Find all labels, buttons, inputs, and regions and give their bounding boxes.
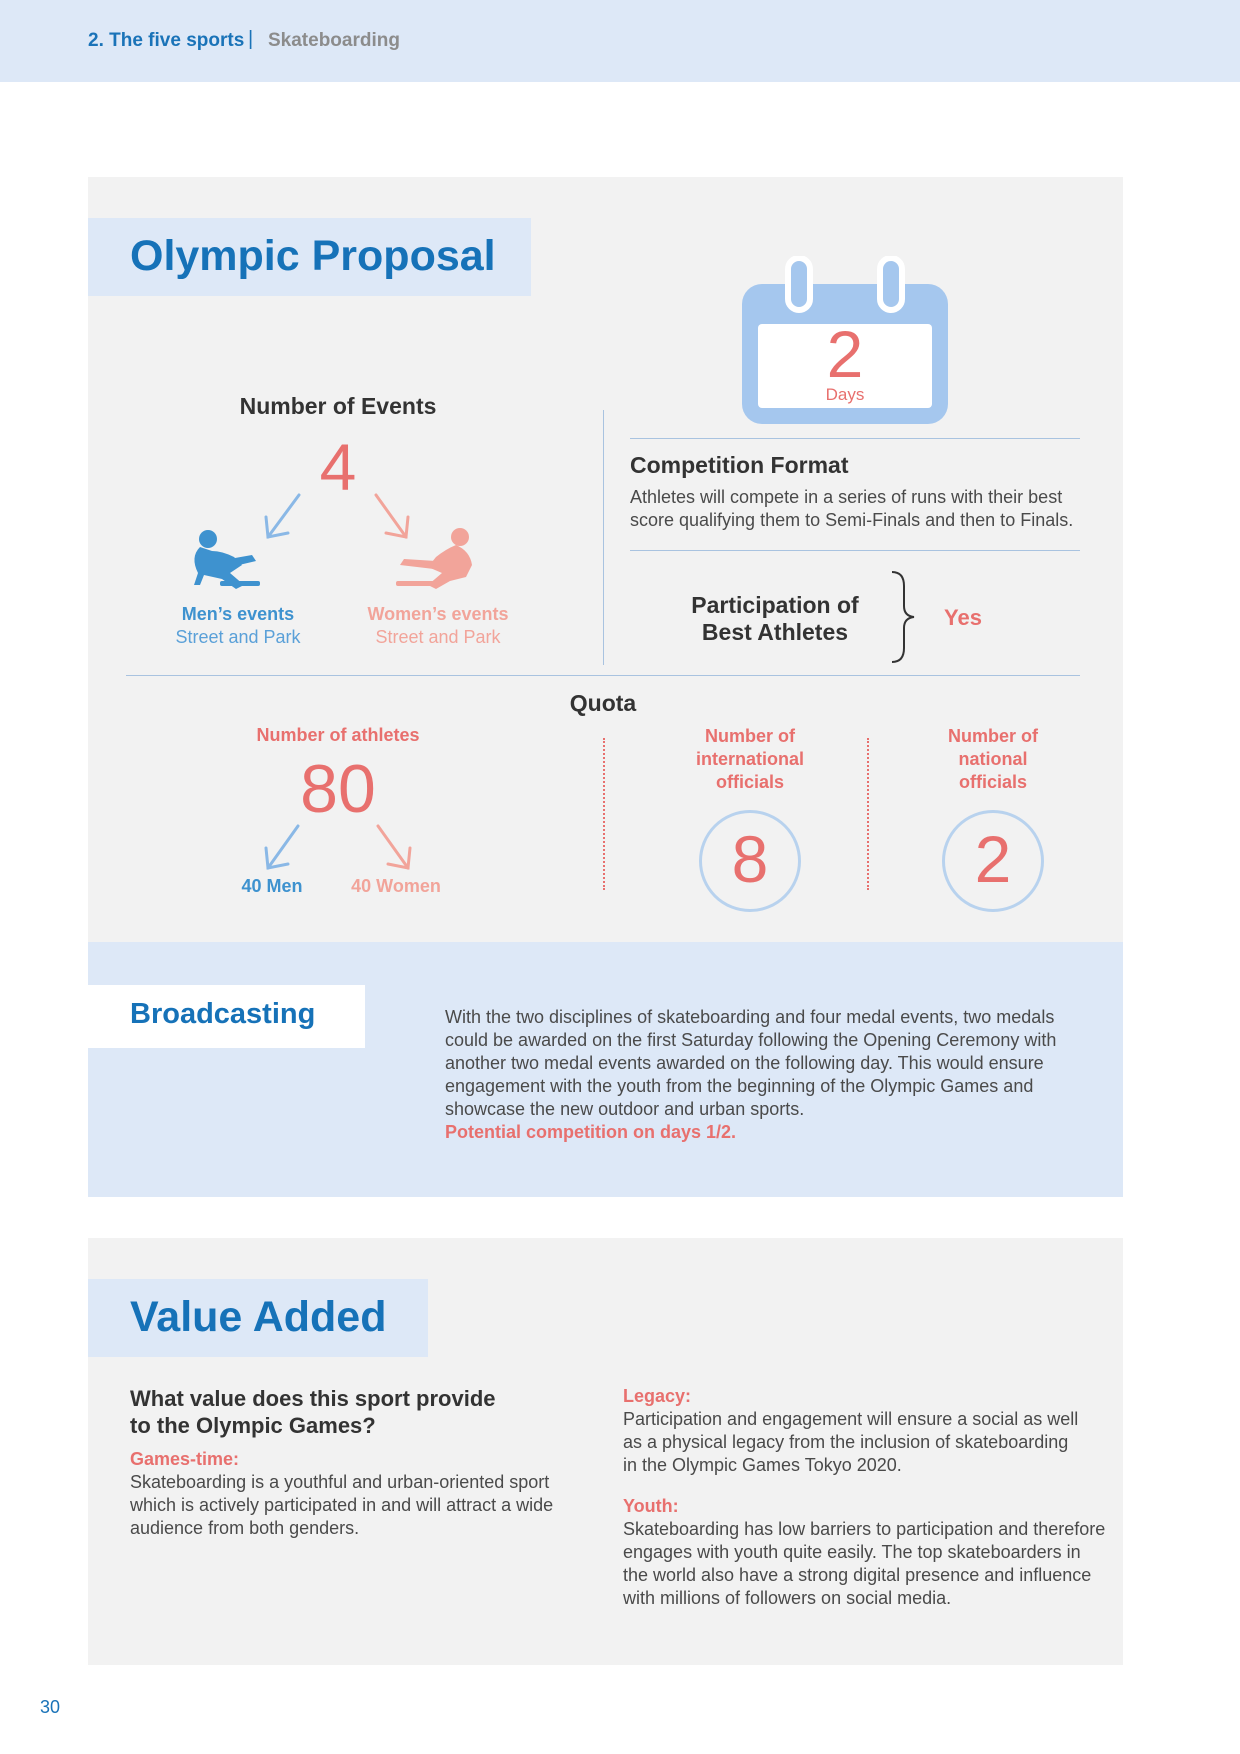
athletes-men: 40 Men bbox=[241, 876, 303, 896]
athletes-count-label: Number of athletes bbox=[256, 725, 420, 745]
national-officials-count: 2 bbox=[974, 822, 1012, 896]
events-illustration bbox=[160, 485, 500, 595]
breadcrumb-separator: | bbox=[248, 28, 254, 50]
competition-format-text: Athletes will compete in a series of runs with their best score qualifying them to Semi-Finals and then to Finals. bbox=[630, 487, 1074, 530]
arrow-down-right-icon bbox=[376, 495, 408, 537]
value-added-title: Value Added bbox=[130, 1293, 387, 1341]
divider-line bbox=[630, 438, 1080, 439]
quota-dotted-divider bbox=[603, 738, 605, 890]
broadcasting-text: With the two disciplines of skateboarding and four medal events, two medals could be awarded on the first Saturday following the Opening Ceremony with another two medal events awarded on the following day. This would ensure engagement with the youth from the beginning of the Olympic Games and showcase the new outdoor and urban sports. Potential competition on days 1/2. bbox=[445, 1006, 1085, 1144]
participation-label-line2: Best Athletes bbox=[701, 619, 849, 645]
quota-heading: Quota bbox=[569, 690, 637, 716]
calendar-days-unit: Days bbox=[825, 385, 865, 404]
national-officials-label: Number of national officials bbox=[948, 726, 1038, 792]
legacy-label: Legacy: bbox=[623, 1386, 692, 1406]
value-question: What value does this sport provide to the Olympic Games? bbox=[130, 1386, 496, 1438]
arrow-down-left-icon bbox=[266, 495, 299, 537]
womens-events-label: Women’s events bbox=[367, 604, 509, 624]
youth-text: Skateboarding has low barriers to participation and therefore engages with youth quite easily. The top skateboarders in the world also have a strong digital presence and influence with millions of followers on social media. bbox=[623, 1519, 1106, 1608]
quota-dotted-divider bbox=[867, 738, 869, 890]
legacy-text: Participation and engagement will ensure a social as well as a physical legacy from the inclusion of skateboarding in the Olympic Games Tokyo 2020. bbox=[623, 1409, 1079, 1475]
youth-label: Youth: bbox=[623, 1496, 679, 1516]
calendar-days-number: 2 bbox=[826, 317, 864, 391]
games-time-label: Games-time: bbox=[130, 1449, 240, 1469]
intl-officials-count: 8 bbox=[731, 822, 769, 896]
page-number: 30 bbox=[40, 1697, 61, 1717]
curly-brace-icon bbox=[888, 568, 918, 666]
quota-divider bbox=[126, 675, 1080, 676]
olympic-proposal-title: Olympic Proposal bbox=[130, 232, 496, 280]
athletes-split-arrows bbox=[258, 822, 418, 874]
male-skater-icon bbox=[194, 530, 260, 589]
events-divider bbox=[603, 410, 604, 665]
athletes-women: 40 Women bbox=[351, 876, 441, 896]
events-count: 4 bbox=[319, 430, 357, 504]
intl-officials-label: Number of international officials bbox=[695, 726, 804, 792]
events-heading: Number of Events bbox=[239, 393, 437, 419]
mens-events-disciplines: Street and Park bbox=[175, 627, 301, 647]
womens-events-disciplines: Street and Park bbox=[375, 627, 501, 647]
arrow-down-right-icon bbox=[378, 826, 410, 868]
broadcasting-highlight: Potential competition on days 1/2. bbox=[445, 1122, 737, 1142]
divider-line bbox=[630, 550, 1080, 551]
arrow-down-left-icon bbox=[266, 826, 298, 868]
participation-label-line1: Participation of bbox=[691, 592, 859, 618]
broadcasting-title: Broadcasting bbox=[130, 998, 316, 1030]
mens-events-label: Men’s events bbox=[181, 604, 295, 624]
participation-value: Yes bbox=[944, 605, 982, 630]
breadcrumb-sport[interactable]: Skateboarding bbox=[268, 30, 400, 51]
games-time-text: Skateboarding is a youthful and urban-oriented sport which is actively participated in and will attract a wide audience from both genders. bbox=[130, 1472, 554, 1538]
athletes-count: 80 bbox=[300, 751, 376, 827]
breadcrumb-section[interactable]: 2. The five sports bbox=[88, 30, 245, 51]
competition-format-heading: Competition Format bbox=[630, 452, 849, 478]
